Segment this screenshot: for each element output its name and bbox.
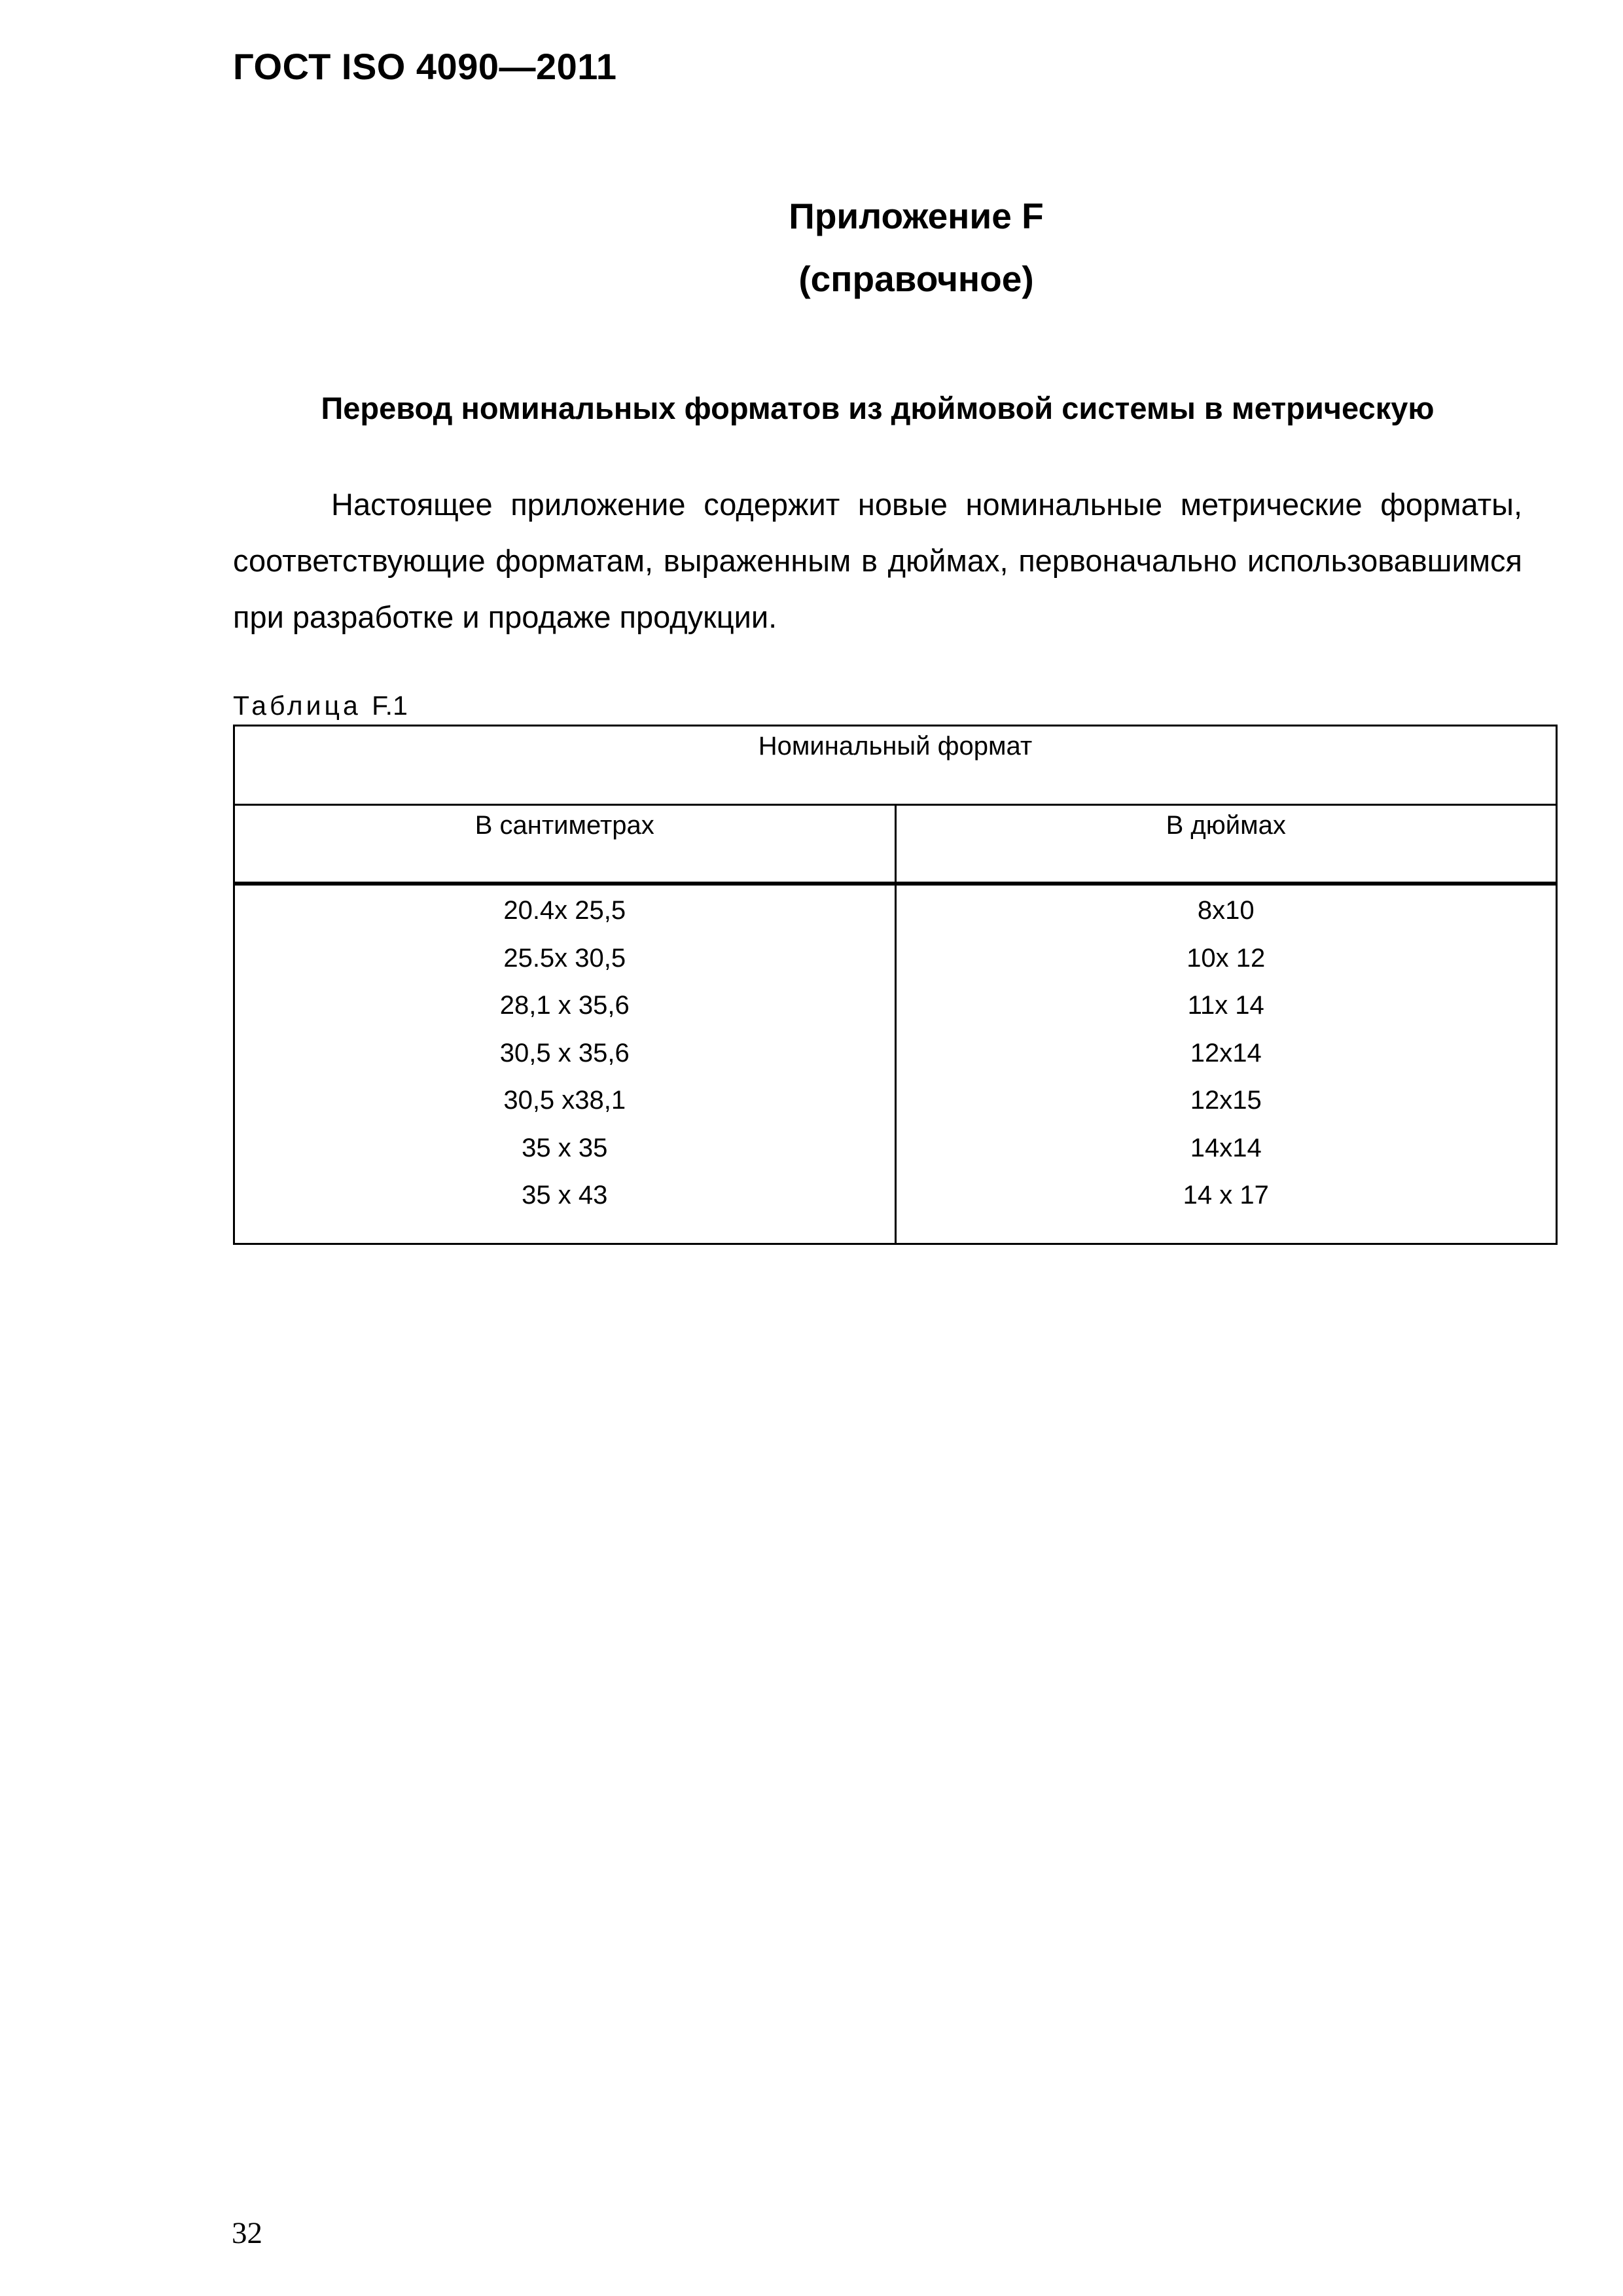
column-header-cm-label: В сантиметрах (474, 811, 654, 840)
table-cell-inch: 11x 14 (1187, 991, 1264, 1020)
table-cell-cm: 35 x 35 (522, 1133, 608, 1162)
table-cell-inch: 8x10 (1197, 896, 1255, 925)
column-header-inch-label: В дюймах (1166, 811, 1286, 840)
column-inch-values (895, 884, 1557, 1244)
table-caption-number: F.1 (372, 691, 408, 721)
column-cm-values (234, 884, 896, 1244)
table-cell-cm: 25.5x 30,5 (503, 943, 626, 973)
appendix-title: Приложение F (789, 196, 1044, 236)
table-caption-word: Таблица (233, 691, 361, 721)
table-cell-inch: 12x15 (1190, 1086, 1262, 1115)
table-cell-inch: 14 x 17 (1183, 1181, 1269, 1210)
page-number: 32 (232, 2216, 262, 2250)
table-cell-cm: 20.4x 25,5 (503, 896, 626, 925)
table-body-row (234, 884, 1557, 1244)
table-cell-inch: 14x14 (1190, 1133, 1262, 1162)
table-cell-cm: 30,5 x 35,6 (499, 1038, 630, 1067)
table-caption (233, 690, 408, 722)
table-cell-cm: 30,5 x38,1 (503, 1086, 626, 1115)
table-column-header-row (234, 805, 1557, 884)
section-title: Перевод номинальных форматов из дюймовой системы в метрическую (321, 391, 1435, 425)
body-paragraph: Настоящее приложение содержит новые номинальные метрические форматы, соответствующие форматам, выраженным в дюймах, первоначально использовавшимся при разработке и продаже продукции. (233, 487, 1522, 634)
table-group-header (234, 726, 1557, 805)
document-header: ГОСТ ISO 4090—2011 (233, 46, 617, 87)
format-table (233, 725, 1558, 1245)
column-header-inch (895, 805, 1557, 884)
column-header-cm (234, 805, 896, 884)
table-cell-cm: 28,1 x 35,6 (499, 991, 630, 1020)
table-cell-inch: 12x14 (1190, 1038, 1262, 1067)
appendix-subtitle: (справочное) (798, 259, 1034, 299)
table-cell-inch: 10x 12 (1186, 943, 1266, 973)
table-cell-cm: 35 x 43 (522, 1181, 608, 1210)
group-header-label: Номинальный формат (758, 732, 1033, 761)
table-group-header-row (234, 726, 1557, 805)
